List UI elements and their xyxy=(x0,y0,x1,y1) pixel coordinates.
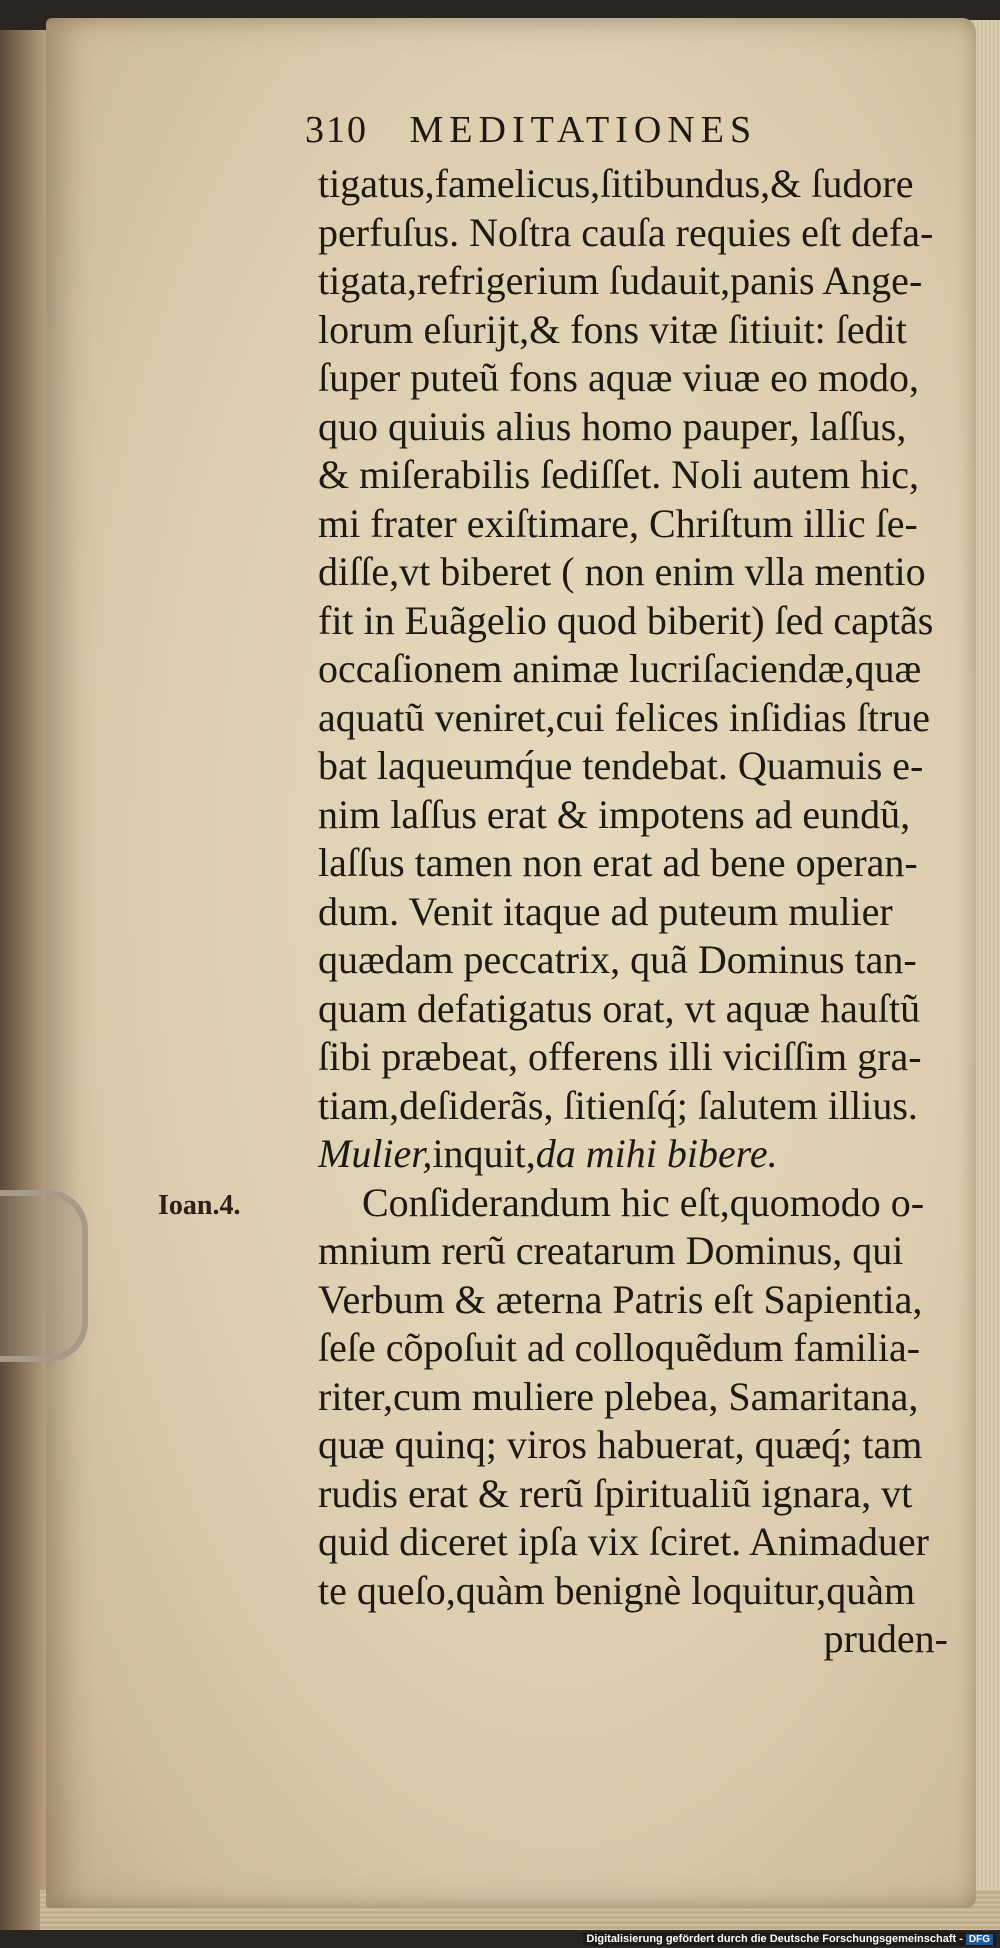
text-line: tigatus,famelicus,ſitibundus,& ſudore xyxy=(318,161,914,206)
quote-text: da mihi bibere. xyxy=(535,1131,778,1176)
quotation-line xyxy=(318,1130,988,1179)
text-line: perfuſus. Noſtra cauſa requies eſt defa- xyxy=(318,209,934,255)
catchword: pruden- xyxy=(823,1616,948,1661)
text-line: quo quiuis alius homo pauper, laſſus, xyxy=(318,403,907,449)
quote-verb: inquit, xyxy=(432,1131,536,1176)
text-line: fit in Euãgelio quod biberit) ſed captãs xyxy=(318,597,934,643)
running-title: MEDITATIONES xyxy=(409,109,758,151)
text-line: quæ quinq; viros habuerat, quæq́; tam xyxy=(318,1422,923,1467)
text-line: nim laſſus erat & impotens ad eundũ, xyxy=(318,791,911,837)
text-line: laſſus tamen non erat ad bene operan- xyxy=(318,840,918,885)
text-line: riter,cum muliere plebea, Samaritana, xyxy=(318,1373,919,1419)
text-line: te queſo,quàm benignè loquitur,quàm xyxy=(318,1567,916,1613)
text-line: quam defatigatus orat, vt aquæ hauſtũ xyxy=(318,985,921,1031)
binding-clasp xyxy=(0,1190,88,1362)
quote-speaker: Mulier, xyxy=(318,1131,433,1176)
text-line: bat laqueumq́ue tendebat. Quamuis e- xyxy=(318,743,924,788)
text-line: lorum eſuriјt,& fons vitæ ſitiuit: ſedit xyxy=(318,306,907,352)
text-line: ſibi præbeat, offerens illi viciſſim gra- xyxy=(318,1034,922,1079)
text-line: dum. Venit itaque ad puteum mulier xyxy=(318,888,893,934)
text-line: aquatũ veniret,cui felices inſidias ſtrue xyxy=(318,694,930,740)
text-line: ſeſe cõpoſuit ad colloquẽdum familia- xyxy=(318,1325,921,1370)
running-head xyxy=(305,108,757,152)
text-line: mi frater exiſtimare, Chriſtum illic ſe- xyxy=(318,500,918,546)
body-text xyxy=(318,160,988,1664)
text-line: mnium rerũ creatarum Dominus, qui xyxy=(318,1228,904,1273)
paragraph-start-line: Conſiderandum hic eſt,quomodo o- xyxy=(362,1179,925,1225)
text-line: tigata,refrigerium ſudauit,panis Ange- xyxy=(318,258,923,303)
text-line: tiam,deſiderãs, ſitienſq́; ſalutem illius. xyxy=(318,1082,918,1128)
text-line: ſuper puteũ fons aquæ viuæ eo modo, xyxy=(318,355,920,400)
marginal-reference: Ioan.4. xyxy=(158,1190,241,1221)
text-line: quædam peccatrix, quã Dominus tan- xyxy=(318,937,917,982)
text-line: occaſionem animæ lucriſaciendæ,quæ xyxy=(318,646,922,691)
credit-text: Digitalisierung gefördert durch die Deutsche Forschungsgemeinschaft - xyxy=(586,1933,963,1945)
text-line: rudis erat & rerũ ſpiritualiũ ignara, vt xyxy=(318,1470,913,1516)
page-number: 310 xyxy=(305,109,368,151)
text-line: Verbum & æterna Patris eſt Sapientia, xyxy=(318,1276,923,1322)
dfg-logo: DFG xyxy=(966,1934,993,1945)
text-line: quid diceret ipſa vix ſciret. Animaduer xyxy=(318,1519,929,1564)
digitization-credit xyxy=(583,1932,996,1946)
text-line: diſſe,vt biberet ( non enim vlla mentio xyxy=(318,549,926,594)
text-line: & miſerabilis ſediſſet. Noli autem hic, xyxy=(318,452,919,497)
